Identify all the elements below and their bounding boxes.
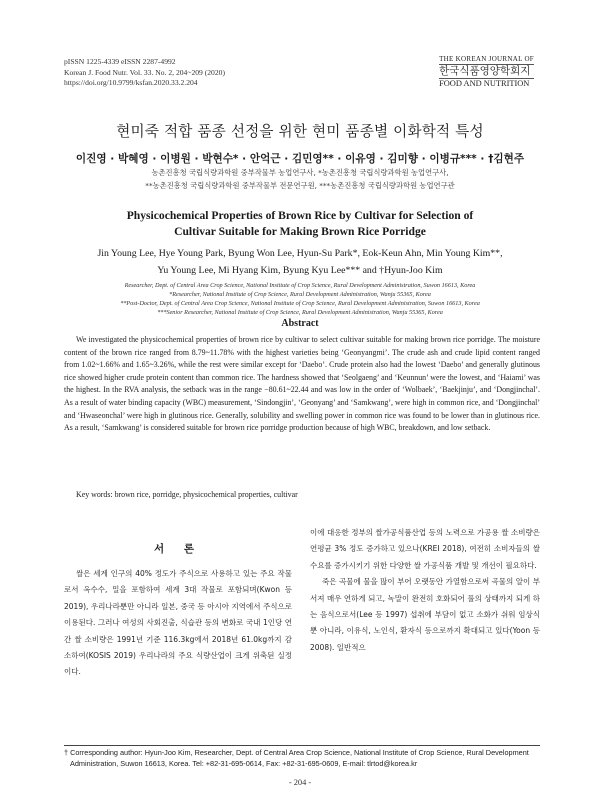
journal-logo [439,55,534,89]
section-heading-introduction: 서 론 [154,543,202,555]
journal-name-en-bottom: FOOD AND NUTRITION [439,78,534,89]
journal-header-info [64,57,225,89]
authors-english-line-2: Yu Young Lee, Mi Hyang Kim, Byung Kyu Lee*** and †Hyun-Joo Kim [157,265,443,276]
affiliation-english-2: *Researcher, National Institute of Crop Science, Rural Development Administration, Wanju 55365, Korea [169,291,431,298]
affiliation-korean-2: **농촌진흥청 국립식량과학원 중부작물부 전문연구원, ***농촌진흥청 국립식량과학원 농업연구관 [145,181,455,190]
affiliation-english-1: Researcher, Dept. of Central Area Crop Science, National Institute of Crop Science, Rural Development Administration, Suwon 16613, Korea [124,282,476,289]
intro-paragraph-3: 죽은 곡물에 물을 많이 부어 오랫동안 가열함으로써 곡물의 알이 부서져 매우 연하게 되고, 녹말이 완전히 호화되어 풀의 상태까지 되게 하는 음식으로서(Lee 등 1997) 섭취에 부담이 없고 소화가 쉬워 임상식뿐 아니라, 이유식, 노인식, 환자식 등으로까지 확대되고 있다(Yoon 등 2008). 일반적으 [310,577,540,652]
journal-name-en-top: THE KOREAN JOURNAL OF [439,55,534,63]
affiliation-english-4: ***Senior Researcher, National Institute of Crop Science, Rural Development Administration, Wanju 55365, Korea [157,309,443,316]
intro-paragraph-2: 이에 대응한 정부의 쌀가공식품산업 등의 노력으로 가공용 쌀 소비량은 연평균 3% 정도 증가하고 있으나(KREI 2018), 여전히 소비자들의 쌀 수요를 증가시키기 위한 다양한 쌀 가공식품 개발 및 개선이 필요하다. [310,528,540,570]
left-column [64,566,292,681]
title-korean: 현미죽 적합 품종 선정을 위한 현미 품종별 이화학적 특성 [116,123,484,140]
doi-link[interactable]: https://doi.org/10.9799/ksfan.2020.33.2.204 [64,78,198,87]
journal-name-ko: 한국식품영양학회지 [439,65,531,77]
footnote-divider [64,745,540,746]
authors-english-line-1: Jin Young Lee, Hye Young Park, Byung Won Lee, Hyun-Su Park*, Eok-Keun Ahn, Min Young Kim**, [97,248,503,259]
affiliation-korean-1: 농촌진흥청 국립식량과학원 중부작물부 농업연구사, *농촌진흥청 국립식량과학원 농업연구사, [151,168,449,177]
page-number: - 204 - [288,778,312,787]
title-english [0,208,600,240]
corresponding-author-footnote: † Corresponding author: Hyun-Joo Kim, Researcher, Dept. of Central Area Crop Science, National Institute of Crop Science, Rural Development Administration, Suwon 16613, Korea. Tel: +82-31-695-0614, Fax: +82-31-695-0609, E-mail: tlrtod@korea.kr [64,748,529,768]
abstract-heading: Abstract [281,318,319,329]
keywords: Key words: brown rice, porridge, physicochemical properties, cultivar [76,490,298,499]
right-column [310,525,540,656]
title-english-line-2: Cultivar Suitable for Making Brown Rice Porridge [174,225,426,238]
intro-paragraph-1: 쌀은 세계 인구의 40% 정도가 주식으로 사용하고 있는 주요 작물로서 옥수수, 밀을 포함하여 세계 3대 작물로 포함되며(Kwon 등 2019), 우리나라뿐만 아니라 일본, 중국 등 아시아 지역에서 주식으로 이용된다. 그러나 여성의 사회진출, 식습관 등의 변화로 국내 1인당 연간 쌀 소비량은 1991년 기준 116.3kg에서 2018년 61.0kg까지 감소하여(KOSIS 2019) 우리나라의 주요 식량산업이 크게 위축된 실정이다. [64,569,292,677]
issn-line: pISSN 1225-4339 eISSN 2287-4992 [64,57,176,66]
authors-english [40,245,560,279]
abstract-body: We investigated the physicochemical properties of brown rice by cultivar to select cultivar suitable for making brown rice porridge. The moisture content of the brown rice ranged from 8.79~11.78% with the highest varieties being ‘Geonyangmi’. The crude ash and crude lipid content ranged from 1.02~1.66% and 1.65~3.26%, while the rest were similar except for ‘Daebo’. Crude protein also had the lowest ‘Daebo’ and generally glutinous rice showed higher crude protein content than common rice. The hardness showed that ‘Seolgaeng’ and ‘Keunnun’ were the lowest, and ‘Haiami’ was the highest. In the RVA analysis, the setback was in the range −80.61~22.44 and was low in the order of ‘Wolbaek’, ‘Baekjinju’, and ‘Dongjinchal’. As a result of water binding capacity (WBC) measurement, ‘Sindongjin’, ‘Geonyang’ and ‘Samkwang’, were high in common rice, and ‘Dongjinchal’ and ‘Hwaseonchal’ were high in glutinous rice. Generally, solubility and swelling power in common rice was found to be lower than in glutinous rice. As a result, ‘Samkwang’ is considered suitable for brown rice porridge production because of high WBC, breakdown, and low setback. [64,335,540,433]
affiliation-english-3: **Post-Doctor, Dept. of Central Area Crop Science, National Institute of Crop Science, Rural Development Administration, Suwon 16613, Korea [120,300,480,307]
authors-korean: 이진영 · 박혜영 · 이병원 · 박현수* · 안억근 · 김민영** · 이유영 · 김미향 · 이병규*** · †김현주 [75,153,525,165]
title-english-line-1: Physicochemical Properties of Brown Rice by Cultivar for Selection of [126,209,474,222]
citation-line: Korean J. Food Nutr. Vol. 33. No. 2, 204~209 (2020) [64,67,225,77]
